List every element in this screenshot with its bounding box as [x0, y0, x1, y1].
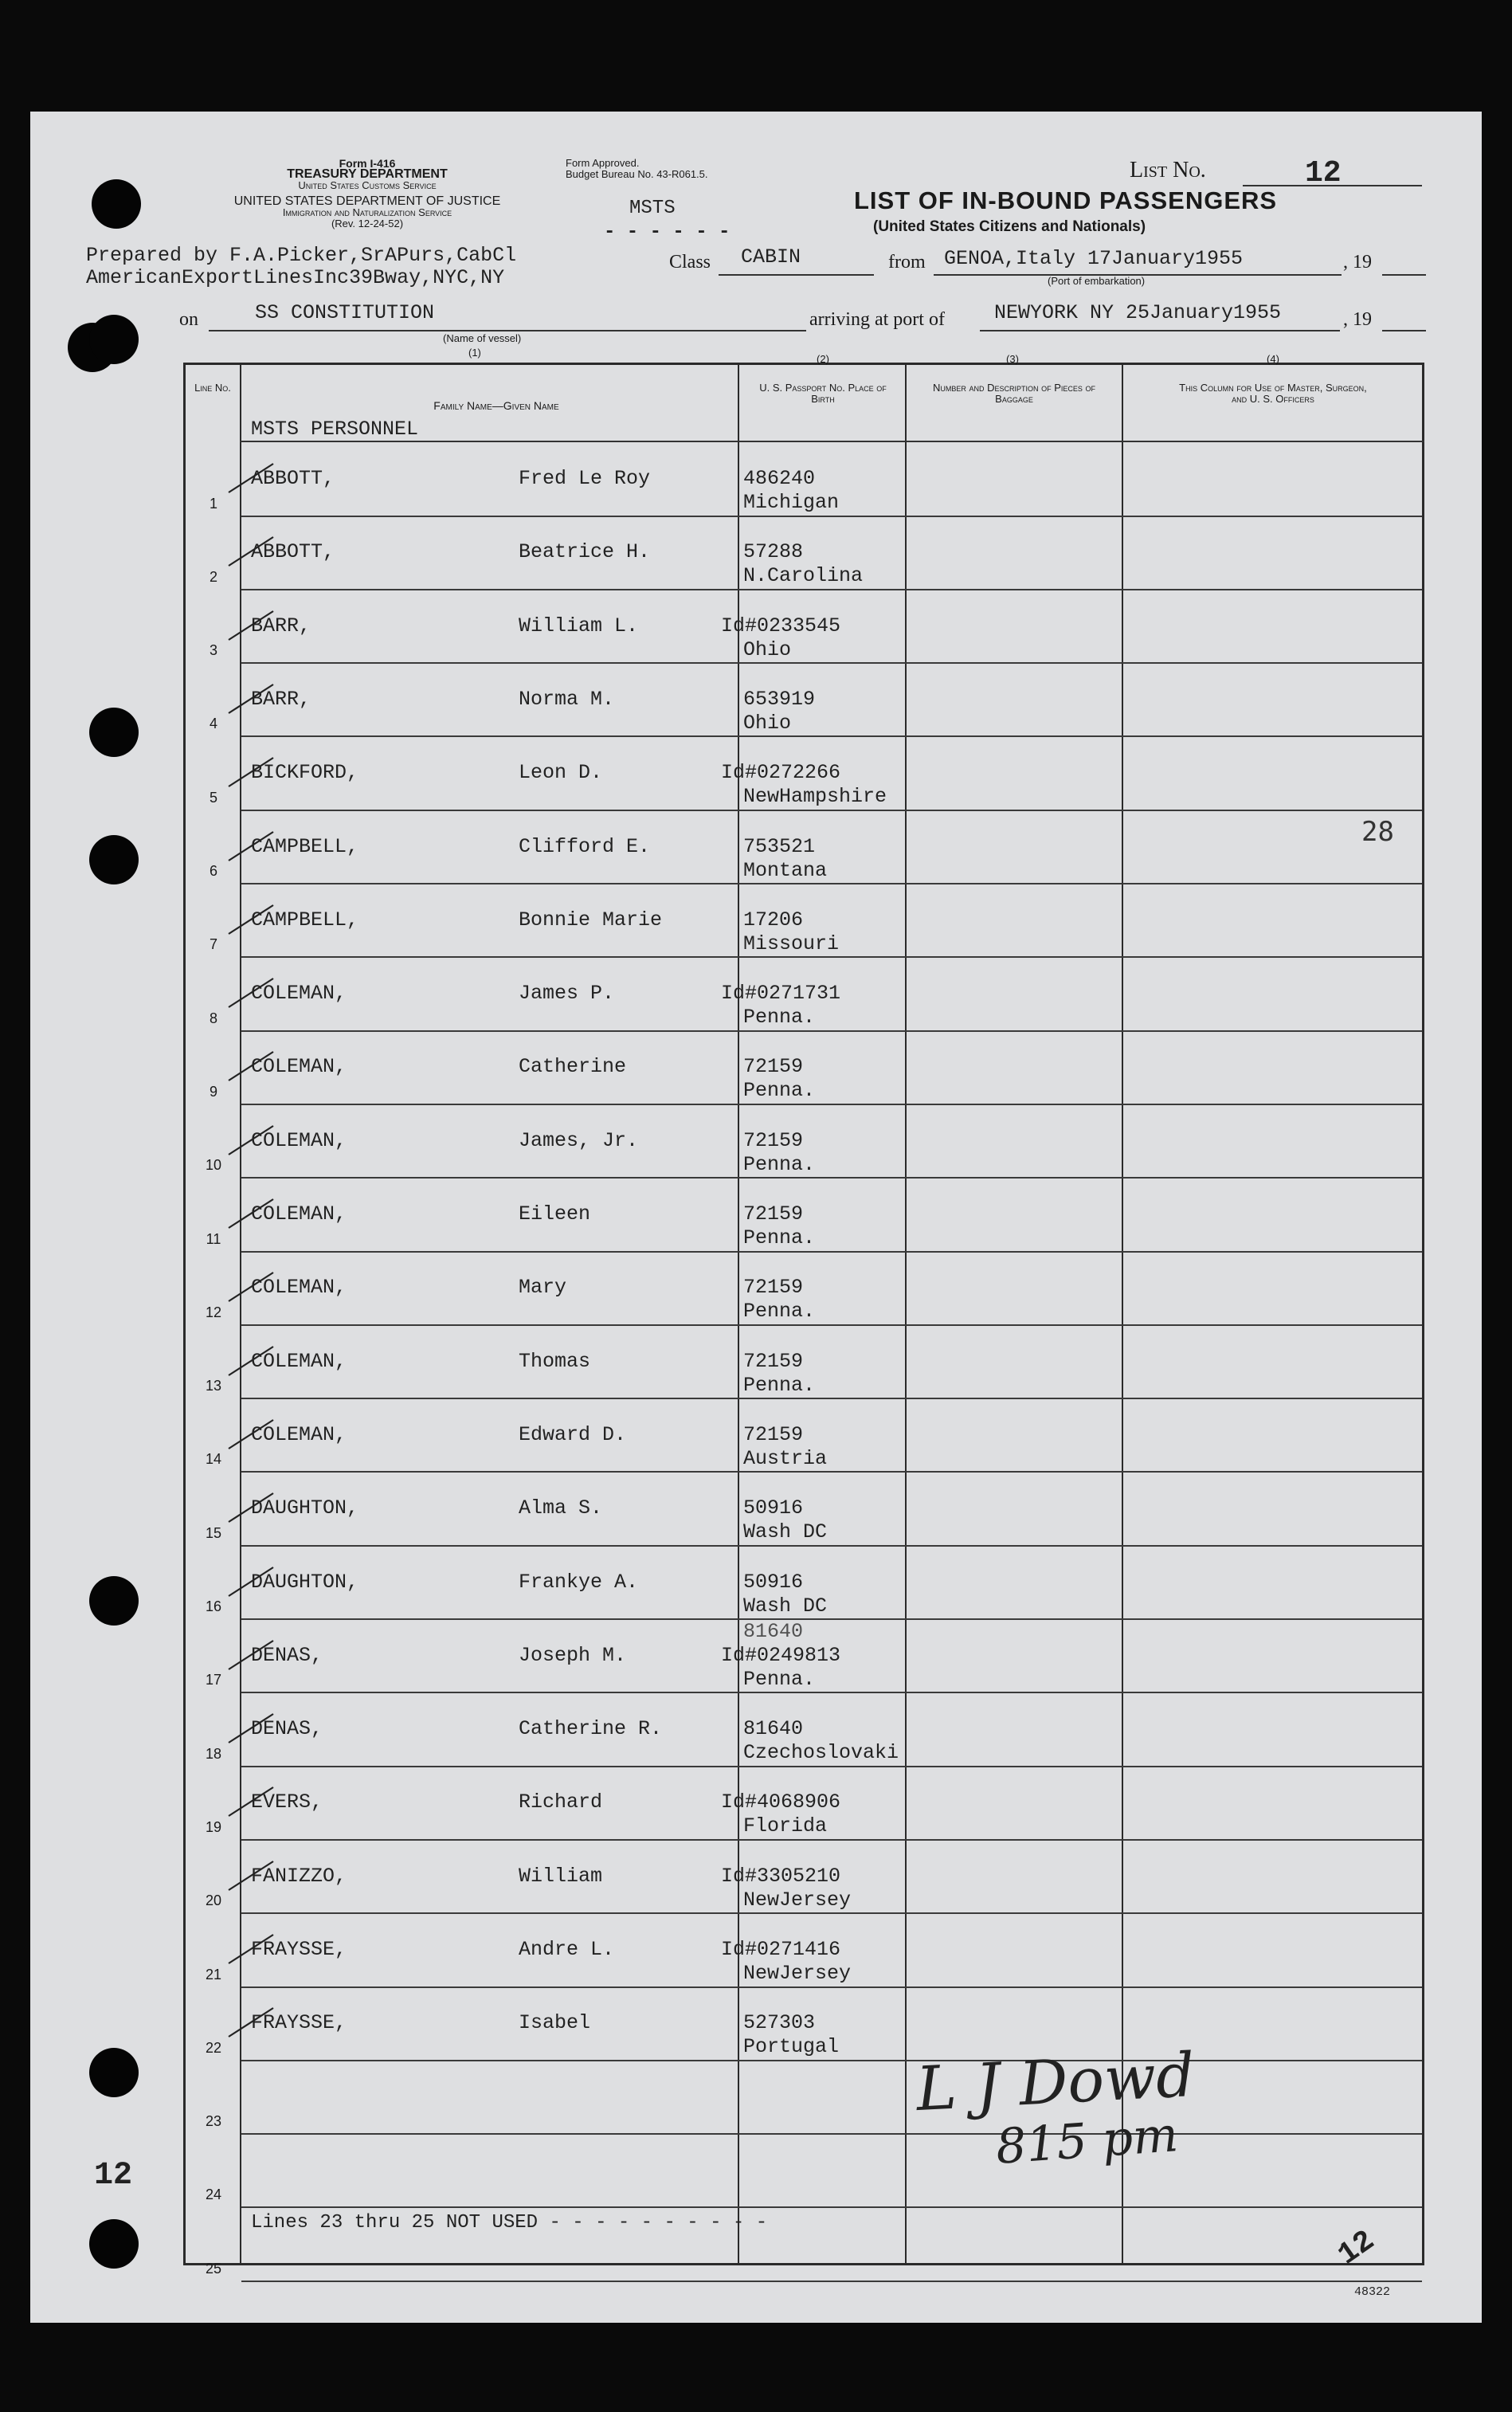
family-name: ABBOTT, [251, 540, 335, 564]
table-row [186, 2135, 1422, 2209]
passport-number: Id#0249813 [721, 1643, 841, 1667]
table-row [186, 516, 1422, 590]
signature: L J Dowd [914, 2038, 1197, 2125]
table-row [186, 1326, 1422, 1400]
col-header-line: Line No. [194, 382, 231, 394]
line-number: 3 [209, 642, 217, 659]
table-row [186, 1914, 1422, 1988]
passport-number: Id#3305210 [721, 1864, 841, 1888]
line-number: 23 [205, 2113, 222, 2130]
family-name: EVERS, [251, 1790, 323, 1814]
line-number: 14 [205, 1451, 222, 1468]
table-row [186, 1473, 1422, 1547]
given-name: Frankye A. [519, 1570, 639, 1594]
prepared-by-2: AmericanExportLinesInc39Bway,NYC,NY [86, 266, 505, 289]
justice-dept: UNITED STATES DEPARTMENT OF JUSTICE [233, 194, 501, 208]
list-no-value: 12 [1305, 156, 1342, 190]
place-of-birth: Montana [743, 858, 828, 882]
place-of-birth: NewJersey [743, 1962, 852, 1985]
table-row [186, 1841, 1422, 1915]
from-value: GENOA,Italy 17January1955 [944, 247, 1244, 270]
place-of-birth: Penna. [743, 1667, 816, 1691]
given-name: Catherine R. [519, 1717, 663, 1741]
given-name: Edward D. [519, 1422, 627, 1446]
line-number: 18 [205, 1745, 222, 1762]
passport-number: Id#0272266 [721, 761, 841, 785]
col-header-baggage-num: (3) [1006, 353, 1019, 365]
line-number: 21 [205, 1966, 222, 1983]
table-row [186, 1987, 1422, 2061]
binder-hole [89, 1576, 139, 1626]
vessel-caption: (Name of vessel) [443, 332, 522, 344]
form-header-left [182, 158, 553, 229]
table-row [186, 2061, 1422, 2136]
given-name: Richard [519, 1790, 603, 1814]
year-suffix-1: , 19 [1343, 252, 1372, 273]
given-name: James, Jr. [519, 1128, 639, 1152]
col-header-official: This Column for Use of Master, Surgeon, and U. S. Officers [1179, 382, 1367, 405]
family-name: COLEMAN, [251, 1128, 347, 1152]
approved-text: Form Approved. [566, 157, 640, 169]
family-name: ABBOTT, [251, 467, 335, 490]
table-row [186, 884, 1422, 959]
passport-number: 17206 [743, 908, 804, 931]
line-number: 6 [209, 863, 217, 879]
line-number: 4 [209, 716, 217, 732]
place-of-birth: Michigan [743, 491, 840, 514]
table-row [186, 1179, 1422, 1253]
family-name: FRAYSSE, [251, 1938, 347, 1961]
treasury-dept: TREASURY DEPARTMENT [287, 167, 448, 181]
col-header-passport: U. S. Passport No. Place of Birth [759, 382, 887, 405]
table-row [186, 443, 1422, 517]
col-header-official-num: (4) [1267, 353, 1279, 365]
place-of-birth: Florida [743, 1814, 828, 1838]
table-row [186, 1620, 1422, 1694]
given-name: Eileen [519, 1202, 591, 1226]
table-row [186, 1031, 1422, 1105]
line-number: 1 [209, 495, 217, 512]
table-row [186, 590, 1422, 665]
given-name: Alma S. [519, 1496, 603, 1520]
binder-hole [89, 708, 139, 757]
line-number: 24 [205, 2186, 222, 2203]
family-name: FRAYSSE, [251, 2011, 347, 2035]
line-number: 5 [209, 789, 217, 806]
family-name: COLEMAN, [251, 1422, 347, 1446]
family-name: COLEMAN, [251, 1349, 347, 1373]
place-of-birth: Ohio [743, 711, 792, 735]
passport-number: Id#4068906 [721, 1790, 841, 1814]
place-of-birth: Ohio [743, 637, 792, 661]
given-name: Joseph M. [519, 1643, 627, 1667]
place-of-birth: Missouri [743, 931, 840, 955]
class-underline [719, 274, 874, 276]
msts-dashes: - - - - - - [604, 222, 731, 243]
col-header-baggage: Number and Description of Pieces of Baggage [932, 382, 1096, 405]
from-label: from [888, 252, 926, 273]
given-name: Catherine [519, 1055, 627, 1079]
family-name: COLEMAN, [251, 1202, 347, 1226]
family-name: DENAS, [251, 1717, 323, 1741]
on-label: on [179, 309, 198, 330]
binder-hole [89, 835, 139, 884]
given-name: Fred Le Roy [519, 467, 651, 490]
class-label: Class [669, 252, 711, 273]
binder-hole [92, 179, 141, 229]
family-name: COLEMAN, [251, 1276, 347, 1300]
passport-number: 753521 [743, 834, 816, 858]
given-name: Norma M. [519, 687, 615, 711]
given-name: Mary [519, 1276, 567, 1300]
form-number: Form I-416 [339, 157, 396, 170]
family-name: BICKFORD, [251, 761, 359, 785]
ins-service: Immigration and Naturalization Service [282, 206, 452, 218]
passport-number: Id#0233545 [721, 614, 841, 637]
line-number: 9 [209, 1083, 217, 1100]
passport-number: 72159 [743, 1422, 804, 1446]
corner-page-number: 12 [1331, 2223, 1381, 2273]
year-underline-1 [1382, 274, 1426, 276]
place-of-birth: Portugal [743, 2035, 840, 2059]
family-name: CAMPBELL, [251, 834, 359, 858]
place-of-birth: Penna. [743, 1226, 816, 1249]
passport-number: 527303 [743, 2011, 816, 2035]
place-of-birth: NewJersey [743, 1888, 852, 1912]
line-number: 16 [205, 1598, 222, 1614]
vessel-name: SS CONSTITUTION [255, 301, 435, 324]
family-name: DENAS, [251, 1643, 323, 1667]
place-of-birth: Wash DC [743, 1520, 828, 1544]
arriving-underline [980, 330, 1340, 331]
table-row [186, 958, 1422, 1032]
given-name: Isabel [519, 2011, 591, 2035]
customs-service: United States Customs Service [298, 179, 437, 191]
place-of-birth: Czechoslovaki [743, 1741, 899, 1765]
line-number: 13 [205, 1378, 222, 1394]
given-name: William L. [519, 614, 639, 637]
line-number: 25 [205, 2260, 222, 2277]
vessel-col-num: (1) [468, 347, 481, 359]
passport-number: Id#0271731 [721, 982, 841, 1006]
place-of-birth: Penna. [743, 1300, 816, 1324]
line-number: 8 [209, 1010, 217, 1026]
line-number: 2 [209, 568, 217, 585]
given-name: Bonnie Marie [519, 908, 663, 931]
budget-bureau: Budget Bureau No. 43-R061.5. [566, 168, 708, 180]
family-name: CAMPBELL, [251, 908, 359, 931]
year-suffix-2: , 19 [1343, 309, 1372, 330]
given-name: Andre L. [519, 1938, 615, 1961]
line-number: 20 [205, 1892, 222, 1909]
port-embark-caption: (Port of embarkation) [1048, 275, 1146, 287]
given-name: Clifford E. [519, 834, 651, 858]
col-header-name: Family Name—Given Name [433, 399, 559, 412]
passport-number: 486240 [743, 467, 816, 490]
family-name: FANIZZO, [251, 1864, 347, 1888]
place-of-birth: Penna. [743, 1006, 816, 1030]
line-number: 11 [206, 1230, 221, 1247]
passport-number: 72159 [743, 1276, 804, 1300]
binder-hole [89, 2048, 139, 2097]
family-name: DAUGHTON, [251, 1570, 359, 1594]
margin-page-number: 12 [94, 2158, 133, 2194]
passport-number: 653919 [743, 687, 816, 711]
col-header-passport-num: (2) [817, 353, 829, 365]
line-number: 15 [205, 1524, 222, 1541]
stamp-number: 48322 [1354, 2285, 1391, 2299]
group-label: MSTS PERSONNEL [251, 418, 419, 441]
given-name: Beatrice H. [519, 540, 651, 564]
place-of-birth: N.Carolina [743, 564, 864, 588]
page-title: LIST OF IN-BOUND PASSENGERS [854, 186, 1278, 214]
class-value: CABIN [741, 245, 801, 269]
table-row [186, 1693, 1422, 1767]
line-number: 7 [209, 936, 217, 953]
form-revision: (Rev. 12-24-52) [331, 218, 404, 229]
table-row [186, 737, 1422, 811]
line-number: 22 [205, 2039, 222, 2056]
given-name: James P. [519, 982, 615, 1006]
given-name: William [519, 1864, 603, 1888]
passport-number: 81640 [743, 1717, 804, 1741]
row17-overstrike: 81640 [743, 1620, 804, 1643]
place-of-birth: Wash DC [743, 1594, 828, 1618]
table-row [186, 664, 1422, 738]
given-name: Thomas [519, 1349, 591, 1373]
table-row [186, 1105, 1422, 1179]
family-name: DAUGHTON, [251, 1496, 359, 1520]
year-underline-2 [1382, 330, 1426, 331]
place-of-birth: NewHampshire [743, 785, 887, 809]
vessel-underline [209, 330, 806, 331]
passport-number: 72159 [743, 1128, 804, 1152]
table-row [186, 1399, 1422, 1473]
place-of-birth: Penna. [743, 1373, 816, 1397]
passport-number: 72159 [743, 1055, 804, 1079]
not-used-note: Lines 23 thru 25 NOT USED - - - - - - - - - - [251, 2212, 768, 2234]
table-row [186, 1547, 1422, 1621]
passport-number: 50916 [743, 1570, 804, 1594]
family-name: COLEMAN, [251, 1055, 347, 1079]
form-approved [566, 158, 708, 180]
arriving-label: arriving at port of [809, 309, 945, 330]
time-note: 815 pm [993, 2107, 1181, 2175]
page-subtitle: (United States Citizens and Nationals) [873, 218, 1146, 235]
list-no-label: List No. [1130, 158, 1206, 182]
family-name: BARR, [251, 614, 311, 637]
family-name: COLEMAN, [251, 982, 347, 1006]
line-number: 12 [205, 1304, 222, 1320]
passenger-table [183, 353, 1424, 2277]
passport-number: 72159 [743, 1202, 804, 1226]
table-row [186, 1767, 1422, 1841]
row-rule [241, 2281, 1422, 2282]
place-of-birth: Austria [743, 1446, 828, 1470]
msts-top: MSTS [629, 198, 676, 219]
family-name: BARR, [251, 687, 311, 711]
arriving-value: NEWYORK NY 25January1955 [994, 301, 1282, 324]
place-of-birth: Penna. [743, 1152, 816, 1176]
table-row [186, 811, 1422, 885]
table-row [186, 1252, 1422, 1326]
passport-number: 72159 [743, 1349, 804, 1373]
line-number: 19 [205, 1818, 222, 1835]
header-bottom-rule [240, 441, 1424, 442]
passport-number: Id#0271416 [721, 1938, 841, 1961]
prepared-by-1: Prepared by F.A.Picker,SrAPurs,CabCl [86, 244, 517, 267]
line-number: 17 [205, 1672, 222, 1688]
passport-number: 57288 [743, 540, 804, 564]
passport-number: 50916 [743, 1496, 804, 1520]
official-mark: 28 [1361, 816, 1394, 848]
given-name: Leon D. [519, 761, 603, 785]
place-of-birth: Penna. [743, 1079, 816, 1103]
line-number: 10 [205, 1157, 222, 1174]
binder-hole [89, 2219, 139, 2269]
binder-hole [89, 315, 139, 364]
